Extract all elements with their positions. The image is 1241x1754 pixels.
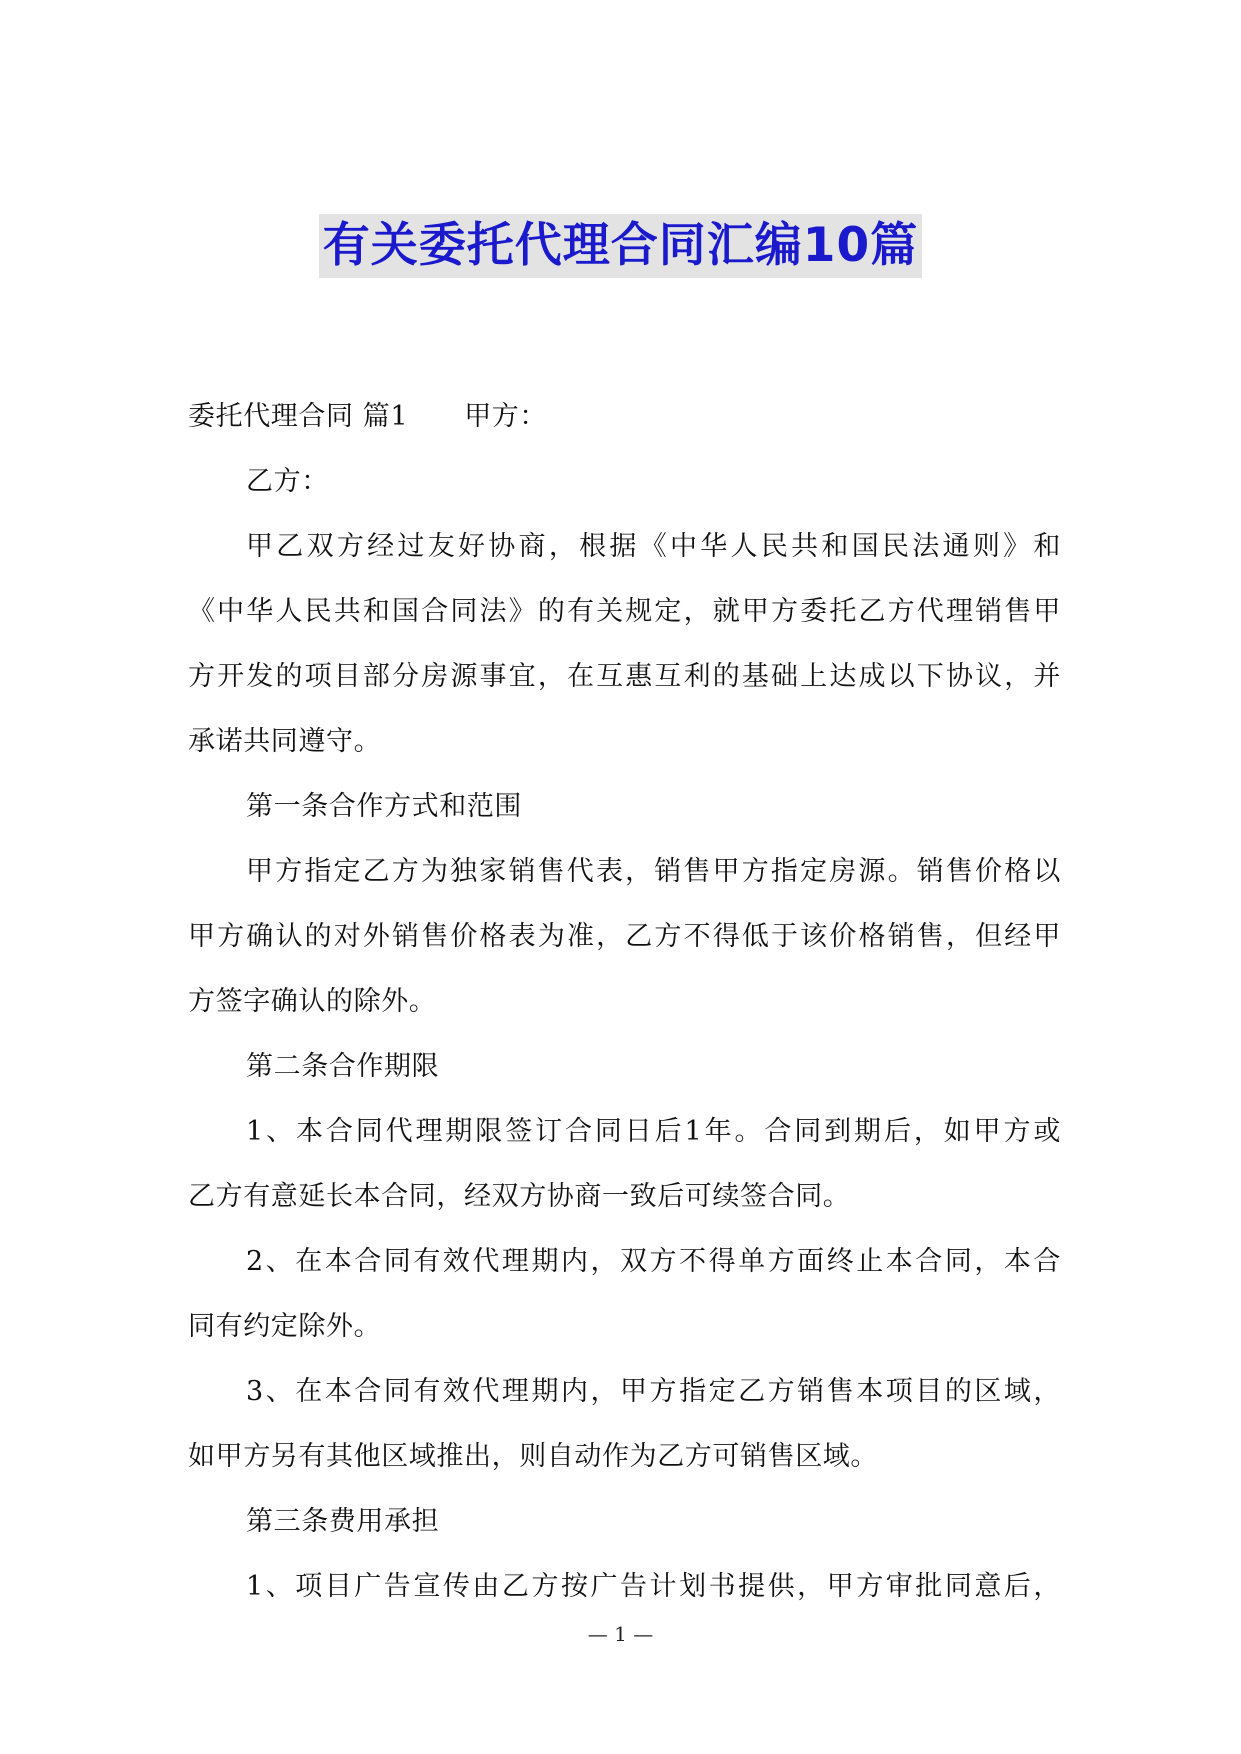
paragraph-line: 《中华人民共和国合同法》的有关规定，就甲方委托乙方代理销售甲 (188, 596, 1061, 627)
document-title: 有关委托代理合同汇编10篇 (319, 214, 922, 278)
paragraph-line: 1、本合同代理期限签订合同日后1年。合同到期后，如甲方或 (246, 1116, 1061, 1147)
paragraph-line: 2、在本合同有效代理期内，双方不得单方面终止本合同，本合 (246, 1246, 1061, 1277)
party-a-label: 甲方： (464, 401, 547, 432)
paragraph-line: 1、项目广告宣传由乙方按广告计划书提供，甲方审批同意后， (246, 1571, 1061, 1602)
paragraph-line: 如甲方另有其他区域推出，则自动作为乙方可销售区域。 (188, 1441, 878, 1472)
article-heading: 第三条费用承担 (246, 1506, 440, 1537)
paragraph-line: 甲方确认的对外销售价格表为准，乙方不得低于该价格销售，但经甲 (188, 921, 1061, 952)
section-heading-number: 篇1 (362, 401, 409, 432)
paragraph-line: 甲方指定乙方为独家销售代表，销售甲方指定房源。销售价格以 (246, 856, 1061, 887)
paragraph-line: 乙方有意延长本合同，经双方协商一致后可续签合同。 (188, 1181, 851, 1212)
paragraph-line: 甲乙双方经过友好协商，根据《中华人民共和国民法通则》和 (246, 531, 1061, 562)
paragraph-line: 方签字确认的除外。 (188, 986, 437, 1017)
article-heading: 第二条合作期限 (246, 1051, 440, 1082)
section-heading (188, 384, 1061, 449)
document-body (188, 384, 1061, 1619)
paragraph-line: 方开发的项目部分房源事宜，在互惠互利的基础上达成以下协议，并 (188, 661, 1061, 692)
page-number: — 1 — (587, 1622, 654, 1646)
party-b-line: 乙方： (246, 466, 329, 497)
paragraph-line: 同有约定除外。 (188, 1311, 382, 1342)
article-heading: 第一条合作方式和范围 (246, 791, 522, 822)
section-heading-label: 委托代理合同 (188, 401, 354, 432)
title-container (0, 214, 1241, 278)
paragraph-line: 3、在本合同有效代理期内，甲方指定乙方销售本项目的区域， (246, 1376, 1061, 1407)
paragraph-line: 承诺共同遵守。 (188, 726, 382, 757)
